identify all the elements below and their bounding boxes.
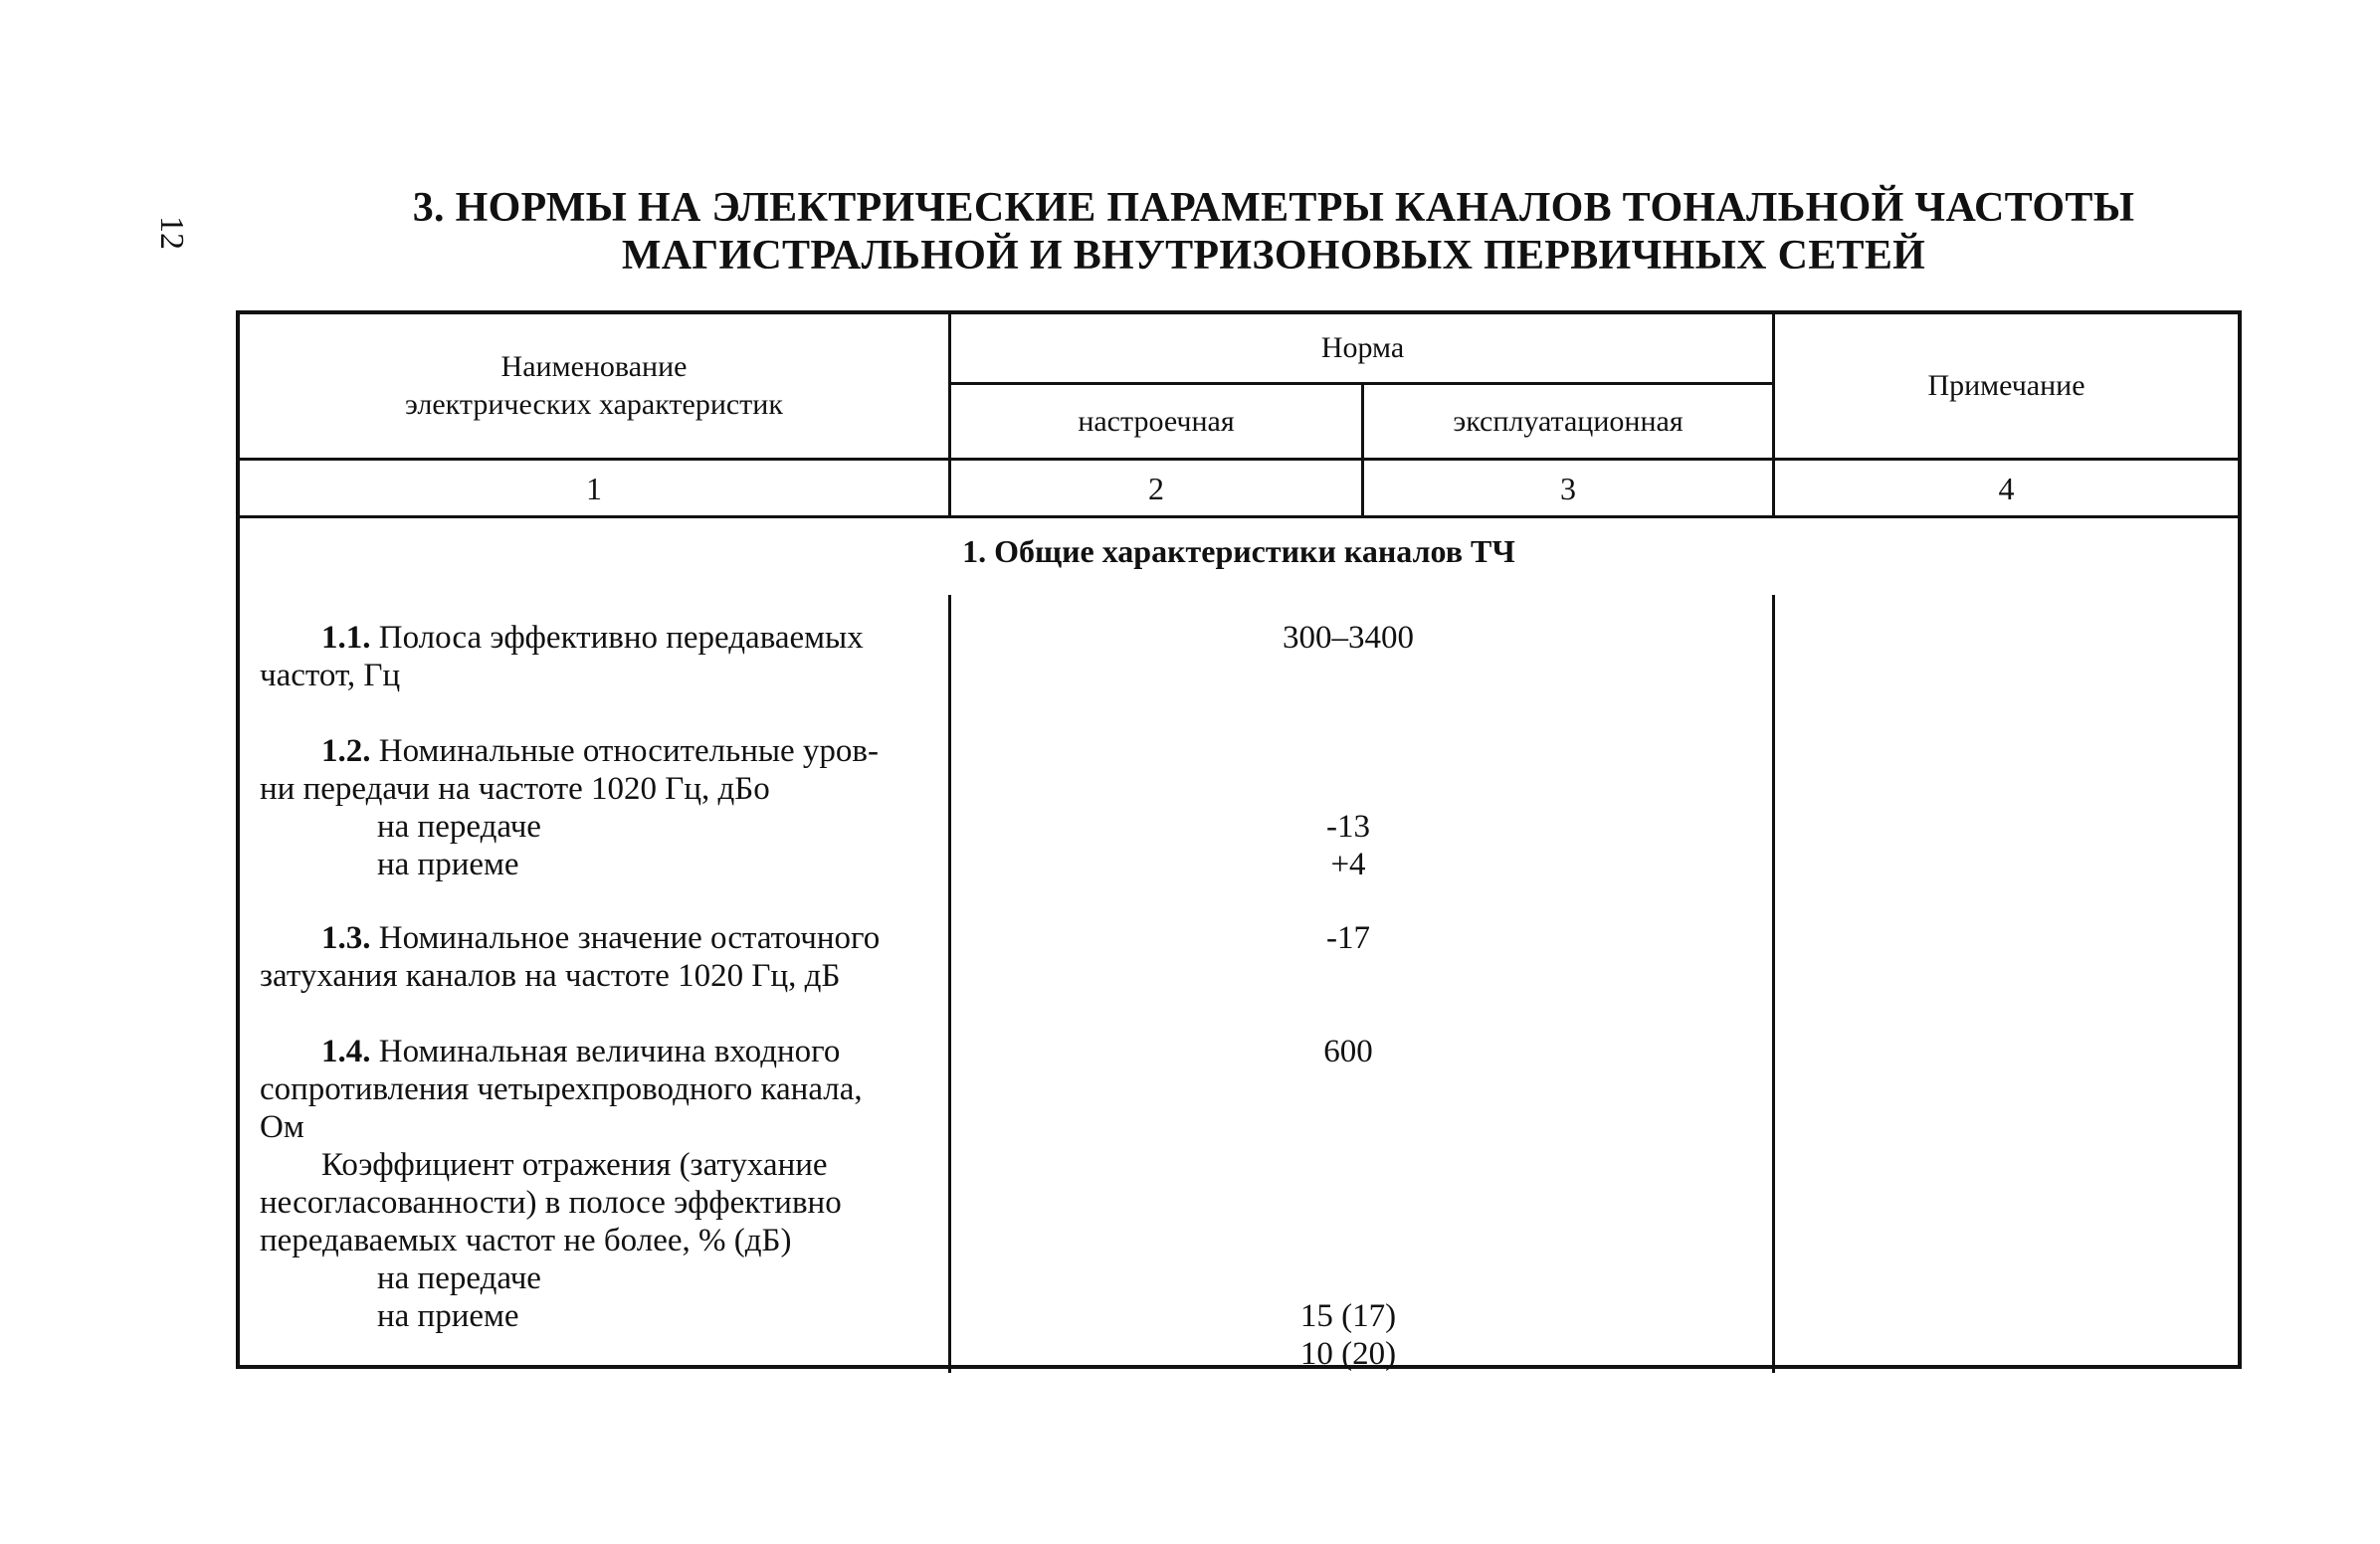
row-1-4-value-sub-2: 10 (20): [1299, 1336, 1397, 1372]
title-line-2: МАГИСТРАЛЬНОЙ И ВНУТРИЗОНОВЫХ ПЕРВИЧНЫХ СЕТЕЙ: [621, 233, 1926, 279]
body-rule-1: [948, 595, 951, 1373]
row-1-3-text-1: Номинальное значение остаточного: [370, 920, 881, 956]
row-1-1-name: [260, 619, 924, 694]
header-setup: настроечная: [1078, 404, 1235, 438]
page-title: [298, 184, 2249, 280]
row-1-4-value-sub-1: 15 (17): [1299, 1298, 1397, 1334]
row-1-2-sub-1: на передаче: [377, 809, 541, 845]
row-1-2-number: 1.2.: [321, 733, 371, 769]
row-1-4-coef-3: передаваемых частот не более, % (дБ): [260, 1223, 792, 1258]
row-1-4-text-1: Номинальная величина входного: [370, 1034, 841, 1069]
row-1-2-value-2: +4: [1330, 847, 1366, 882]
column-number-4: 4: [1998, 470, 2015, 506]
section-title: 1. Общие характеристики каналов ТЧ: [962, 533, 1515, 569]
row-1-4-text-2: сопротивления четырехпроводного канала,: [260, 1071, 863, 1107]
row-1-4-value: 600: [1323, 1034, 1373, 1069]
colnum-bottom-rule: [240, 515, 2238, 518]
header-name: [240, 314, 948, 458]
norms-table: [236, 310, 2242, 1372]
header-name-line-2: электрических характеристик: [405, 388, 783, 421]
row-1-2-value-1: -13: [1326, 809, 1370, 845]
row-1-4-number: 1.4.: [321, 1034, 371, 1069]
header-operational: эксплуатационная: [1453, 404, 1684, 438]
body-rule-3: [1772, 595, 1775, 1373]
header-note: Примечание: [1927, 369, 2085, 402]
column-number-2: 2: [1148, 470, 1164, 506]
row-1-3-number: 1.3.: [321, 920, 371, 956]
column-number-3: 3: [1560, 470, 1576, 506]
row-1-3-text-2: затухания каналов на частоте 1020 Гц, дБ: [260, 958, 841, 994]
row-1-1-text-1: Полоса эффективно передаваемых: [370, 620, 864, 656]
title-line-1: 3. НОРМЫ НА ЭЛЕКТРИЧЕСКИЕ ПАРАМЕТРЫ КАНАЛОВ ТОНАЛЬНОЙ ЧАСТОТЫ: [412, 185, 2135, 231]
row-1-1-text-2: частот, Гц: [260, 658, 401, 693]
row-1-4-name: [260, 1033, 924, 1335]
header-name-line-1: Наименование: [500, 350, 688, 383]
row-1-1-number: 1.1.: [321, 620, 371, 656]
header-norm: Норма: [1320, 331, 1405, 364]
row-1-4-sub-1: на передаче: [377, 1260, 541, 1296]
row-1-4-coef-2: несогласованности) в полосе эффективно: [260, 1185, 842, 1221]
row-1-3-value: -17: [1326, 920, 1370, 956]
row-1-2-sub-2: на приеме: [377, 847, 519, 882]
row-1-2-text-2: ни передачи на частоте 1020 Гц, дБо: [260, 771, 770, 807]
row-1-4-coef-1: Коэффициент отражения (затухание: [321, 1147, 828, 1183]
row-1-1-value: 300–3400: [1283, 620, 1414, 656]
row-1-3-name: [260, 919, 924, 995]
page-number: 12: [153, 216, 190, 250]
row-1-2-text-1: Номинальные относительные уров-: [370, 733, 880, 769]
column-number-1: 1: [586, 470, 602, 506]
row-1-4-sub-2: на приеме: [377, 1298, 519, 1334]
row-1-4-text-3: Ом: [260, 1109, 304, 1145]
row-1-2-name: [260, 732, 924, 883]
